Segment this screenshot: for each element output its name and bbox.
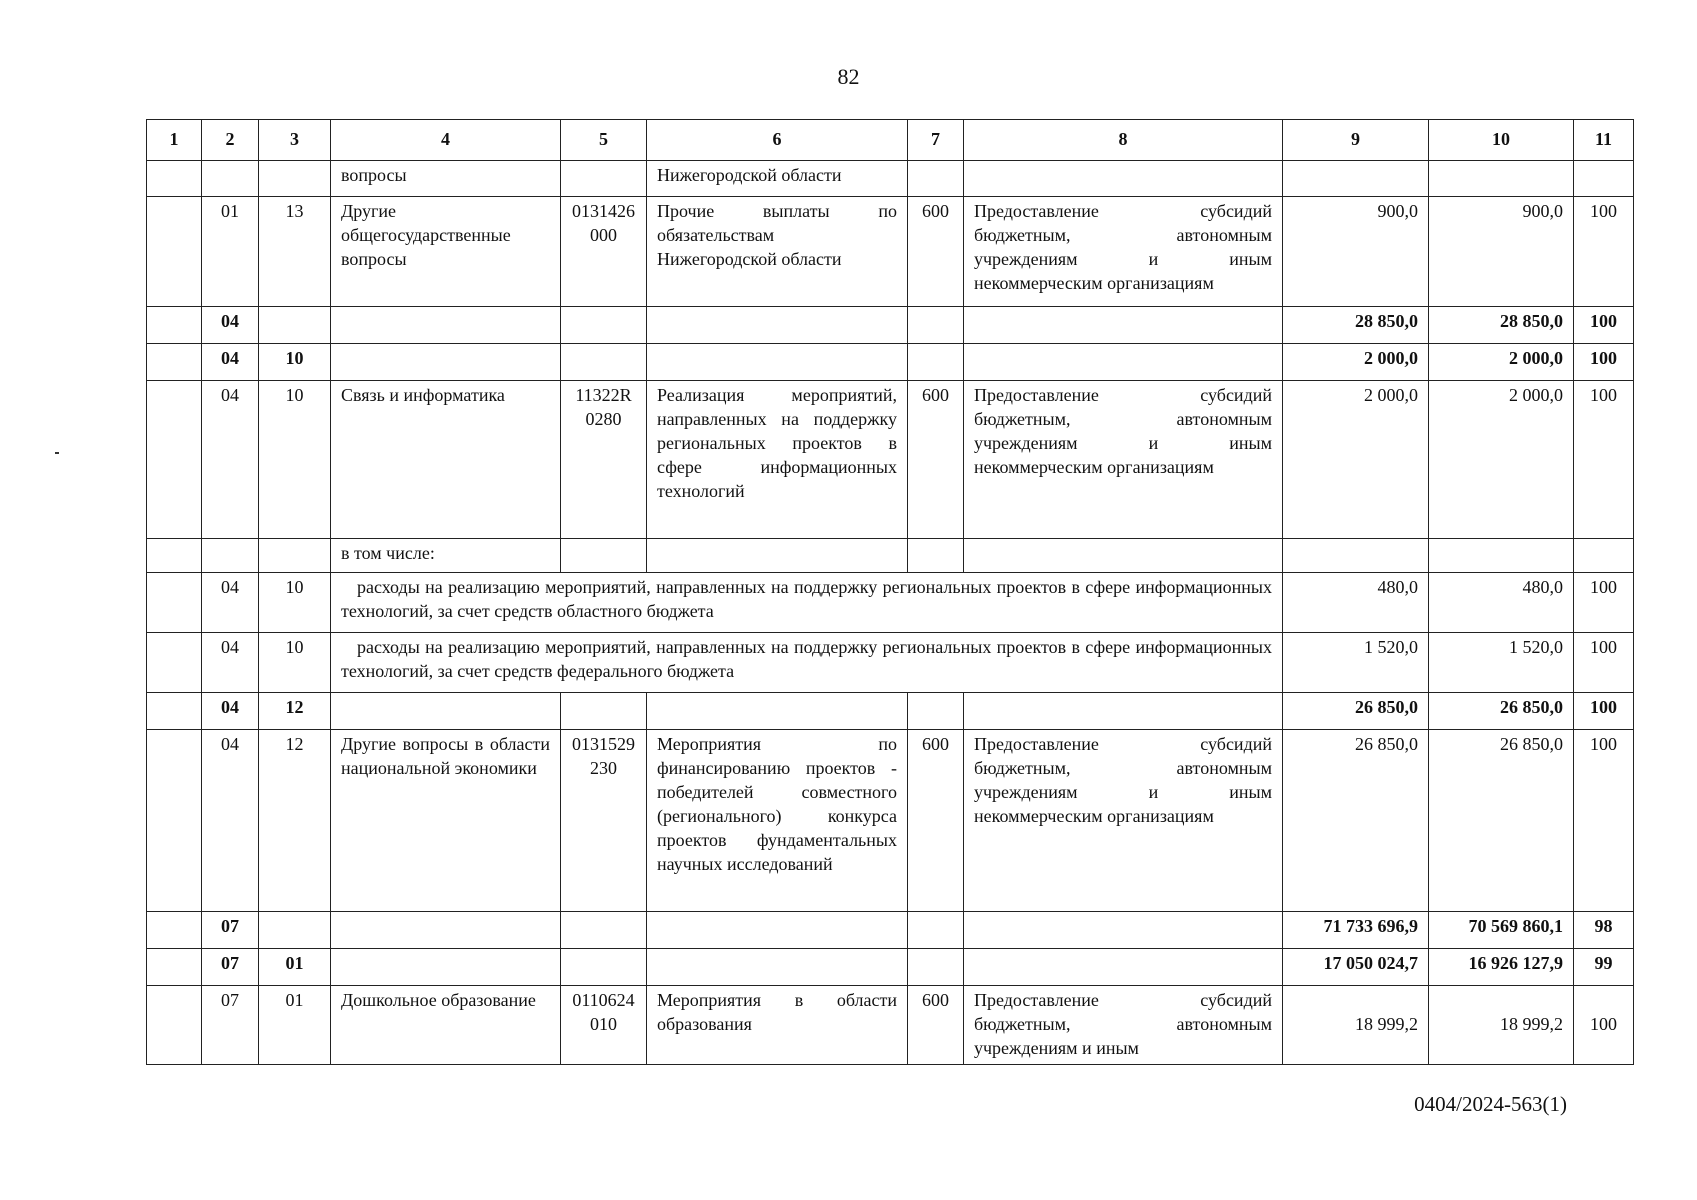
cell-subsection: 13 bbox=[259, 197, 331, 307]
cell-subsection: 10 bbox=[259, 381, 331, 539]
cell-target-code: 11322R0280 bbox=[561, 381, 647, 539]
cell-subsection: 10 bbox=[259, 344, 331, 381]
table-row bbox=[147, 573, 1634, 633]
cell-section: 04 bbox=[202, 693, 259, 730]
cell-planned: 28 850,0 bbox=[1283, 307, 1429, 344]
cell-expense-type-name: Предоставление субсидий бюджетным, автономным учреждениям и иным некоммерческим организациям bbox=[964, 197, 1283, 307]
cell-executed: 28 850,0 bbox=[1429, 307, 1574, 344]
cell-planned: 1 520,0 bbox=[1283, 633, 1429, 693]
table-row-total bbox=[147, 693, 1634, 730]
cell-section: 07 bbox=[202, 949, 259, 986]
cell-expense-type: 600 bbox=[908, 986, 964, 1065]
header-cell: 5 bbox=[561, 120, 647, 161]
cell-planned: 2 000,0 bbox=[1283, 381, 1429, 539]
cell-executed: 26 850,0 bbox=[1429, 730, 1574, 912]
cell-executed: 2 000,0 bbox=[1429, 381, 1574, 539]
cell-target-code: 0131426000 bbox=[561, 197, 647, 307]
table-row bbox=[147, 381, 1634, 539]
cell-planned: 900,0 bbox=[1283, 197, 1429, 307]
cell-planned: 17 050 024,7 bbox=[1283, 949, 1429, 986]
table-row bbox=[147, 539, 1634, 573]
cell-section: 04 bbox=[202, 573, 259, 633]
cell-expense-name: Прочие выплаты по обязательствам Нижегородской области bbox=[647, 197, 908, 307]
cell-percent: 100 bbox=[1574, 197, 1634, 307]
cell-expense-name: Мероприятия по финансированию проектов - победителей совместного (регионального) конкурса проектов фундаментальных научных исследований bbox=[647, 730, 908, 912]
header-cell: 11 bbox=[1574, 120, 1634, 161]
header-cell: 9 bbox=[1283, 120, 1429, 161]
cell-section: 04 bbox=[202, 730, 259, 912]
document-code: 0404/2024-563(1) bbox=[1414, 1092, 1567, 1116]
cell-executed: 900,0 bbox=[1429, 197, 1574, 307]
cell-expense-name: Реализация мероприятий, направленных на поддержку региональных проектов в сфере информационных технологий bbox=[647, 381, 908, 539]
cell-including-description: расходы на реализацию мероприятий, направленных на поддержку региональных проектов в сфере информационных технологий, за счет средств федерального бюджета bbox=[331, 633, 1283, 693]
header-cell: 1 bbox=[147, 120, 202, 161]
page-number: 82 bbox=[837, 64, 860, 89]
header-cell: 4 bbox=[331, 120, 561, 161]
header-cell: 7 bbox=[908, 120, 964, 161]
cell-section-name: Другие общегосударственные вопросы bbox=[331, 197, 561, 307]
cell-planned: 26 850,0 bbox=[1283, 730, 1429, 912]
table-row bbox=[147, 197, 1634, 307]
cell-percent: 99 bbox=[1574, 949, 1634, 986]
cell-percent: 100 bbox=[1574, 307, 1634, 344]
cell-section: 04 bbox=[202, 633, 259, 693]
cell-section: 07 bbox=[202, 986, 259, 1065]
header-cell: 8 bbox=[964, 120, 1283, 161]
cell-percent: 100 bbox=[1574, 693, 1634, 730]
table-row bbox=[147, 161, 1634, 197]
cell-subsection: 12 bbox=[259, 730, 331, 912]
scan-artifact-mark bbox=[55, 452, 59, 454]
cell-executed: 480,0 bbox=[1429, 573, 1574, 633]
cell-subsection: 12 bbox=[259, 693, 331, 730]
cell-planned: 26 850,0 bbox=[1283, 693, 1429, 730]
cell-expense-name: Мероприятия в области образования bbox=[647, 986, 908, 1065]
cell-subsection: 01 bbox=[259, 949, 331, 986]
table-row bbox=[147, 730, 1634, 912]
cell-expense-name: Нижегородской области bbox=[647, 161, 908, 197]
table-row bbox=[147, 633, 1634, 693]
cell-section: 04 bbox=[202, 344, 259, 381]
cell-percent: 100 bbox=[1574, 633, 1634, 693]
cell-subsection: 01 bbox=[259, 986, 331, 1065]
table-header-row bbox=[147, 120, 1634, 161]
cell-executed: 26 850,0 bbox=[1429, 693, 1574, 730]
cell-planned: 2 000,0 bbox=[1283, 344, 1429, 381]
header-cell: 3 bbox=[259, 120, 331, 161]
table-row-total bbox=[147, 344, 1634, 381]
cell-expense-type-name: Предоставление субсидий бюджетным, автономным учреждениям и иным bbox=[964, 986, 1283, 1065]
cell-percent: 100 bbox=[1574, 344, 1634, 381]
cell-target-code: 0131529230 bbox=[561, 730, 647, 912]
cell-section: 04 bbox=[202, 307, 259, 344]
cell-section-name: Дошкольное образование bbox=[331, 986, 561, 1065]
table-row-total bbox=[147, 307, 1634, 344]
cell-section: 01 bbox=[202, 197, 259, 307]
cell-percent: 100 bbox=[1574, 730, 1634, 912]
table-row-total bbox=[147, 912, 1634, 949]
cell-section-name: Другие вопросы в области национальной экономики bbox=[331, 730, 561, 912]
header-cell: 6 bbox=[647, 120, 908, 161]
cell-expense-type: 600 bbox=[908, 730, 964, 912]
cell-section: 04 bbox=[202, 381, 259, 539]
cell-planned: 18 999,2 bbox=[1283, 986, 1429, 1065]
cell-percent: 98 bbox=[1574, 912, 1634, 949]
cell-expense-type: 600 bbox=[908, 381, 964, 539]
cell-executed: 2 000,0 bbox=[1429, 344, 1574, 381]
cell-planned: 480,0 bbox=[1283, 573, 1429, 633]
header-cell: 10 bbox=[1429, 120, 1574, 161]
cell-executed: 70 569 860,1 bbox=[1429, 912, 1574, 949]
cell-subsection: 10 bbox=[259, 633, 331, 693]
cell-section-name: вопросы bbox=[331, 161, 561, 197]
cell-expense-type-name: Предоставление субсидий бюджетным, автономным учреждениям и иным некоммерческим организациям bbox=[964, 730, 1283, 912]
cell-percent: 100 bbox=[1574, 573, 1634, 633]
cell-expense-type-name: Предоставление субсидий бюджетным, автономным учреждениям и иным некоммерческим организациям bbox=[964, 381, 1283, 539]
cell-including-label: в том числе: bbox=[331, 539, 561, 573]
cell-executed: 1 520,0 bbox=[1429, 633, 1574, 693]
table-row-total bbox=[147, 949, 1634, 986]
cell-subsection: 10 bbox=[259, 573, 331, 633]
cell-percent: 100 bbox=[1574, 381, 1634, 539]
cell-executed: 18 999,2 bbox=[1429, 986, 1574, 1065]
budget-table bbox=[146, 119, 1634, 1065]
cell-executed: 16 926 127,9 bbox=[1429, 949, 1574, 986]
cell-target-code: 0110624010 bbox=[561, 986, 647, 1065]
cell-section: 07 bbox=[202, 912, 259, 949]
table-row bbox=[147, 986, 1634, 1065]
cell-including-description: расходы на реализацию мероприятий, направленных на поддержку региональных проектов в сфере информационных технологий, за счет средств областного бюджета bbox=[331, 573, 1283, 633]
cell-percent: 100 bbox=[1574, 986, 1634, 1065]
cell-planned: 71 733 696,9 bbox=[1283, 912, 1429, 949]
cell-expense-type: 600 bbox=[908, 197, 964, 307]
header-cell: 2 bbox=[202, 120, 259, 161]
cell-section-name: Связь и информатика bbox=[331, 381, 561, 539]
